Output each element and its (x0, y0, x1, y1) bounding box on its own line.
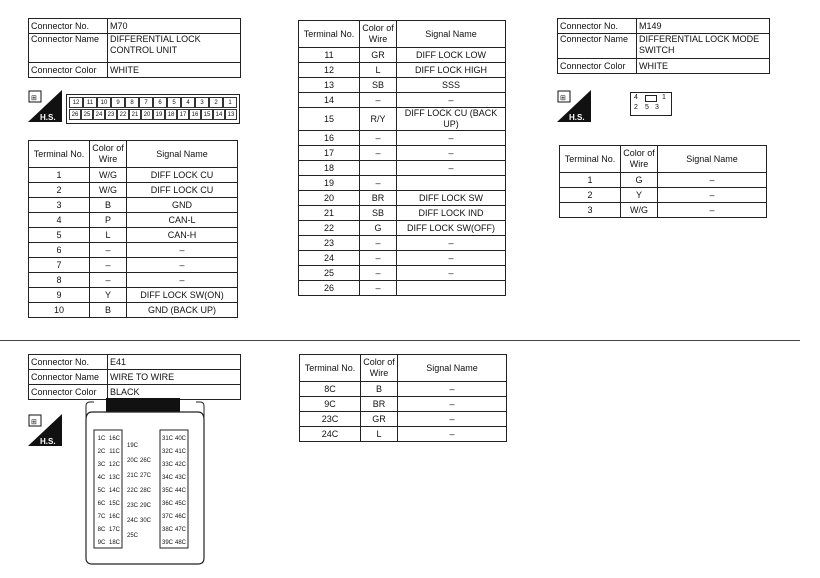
wire-color-cell: – (90, 243, 127, 258)
pin: 16 (189, 109, 201, 120)
pin: 27C (139, 472, 151, 479)
hs-label: H.S. (569, 113, 585, 122)
pin-row (161, 458, 187, 471)
table-row (299, 161, 506, 176)
m149-connector-name: DIFFERENTIAL LOCK MODE SWITCH (637, 34, 770, 59)
wire-color-cell: R/Y (360, 108, 397, 131)
m149-connector-face (630, 92, 672, 116)
terminal-cell: 12 (299, 63, 360, 78)
pin: 37C (161, 513, 173, 520)
signal-name-cell: – (127, 273, 238, 288)
signal-name-cell: GND (127, 198, 238, 213)
harness-side-icon (28, 414, 62, 446)
signal-name-cell: – (127, 258, 238, 273)
terminal-cell: 9C (300, 397, 361, 412)
signal-name-cell (397, 176, 506, 191)
table-row (300, 427, 507, 442)
pin: 20 (141, 109, 153, 120)
signal-name-cell: SSS (397, 78, 506, 93)
pin: 33C (161, 461, 173, 468)
terminal-cell: 26 (299, 281, 360, 296)
m149-connector-info (557, 18, 770, 74)
terminal-cell: 3 (560, 203, 621, 218)
wire-color-cell: W/G (90, 168, 127, 183)
header-color: Color of Wire (621, 146, 658, 173)
pin: 36C (161, 500, 173, 507)
hs-label: H.S. (40, 437, 56, 446)
signal-name-cell: DIFF LOCK CU (BACK UP) (397, 108, 506, 131)
terminal-cell: 17 (299, 146, 360, 161)
pin: 14 (213, 109, 225, 120)
terminal-cell: 5 (29, 228, 90, 243)
terminal-cell: 20 (299, 191, 360, 206)
wire-color-cell: W/G (621, 203, 658, 218)
pin-row (126, 453, 152, 468)
pin: 29C (139, 502, 151, 509)
terminal-cell: 14 (299, 93, 360, 108)
table-row (560, 188, 767, 203)
table-row (299, 221, 506, 236)
pin: 44C (174, 487, 186, 494)
terminal-cell: 22 (299, 221, 360, 236)
table-row (300, 412, 507, 427)
label-connector-no: Connector No. (29, 19, 108, 34)
signal-name-cell: – (398, 412, 507, 427)
table-row (300, 397, 507, 412)
pin: 1 (662, 94, 666, 101)
pin: 22 (117, 109, 129, 120)
pin-row (126, 483, 152, 498)
pin: 25C (126, 532, 138, 539)
label-connector-name: Connector Name (29, 370, 108, 385)
latch-icon (645, 95, 657, 102)
terminal-cell: 11 (299, 48, 360, 63)
pin: 45C (174, 500, 186, 507)
pin: 43C (174, 474, 186, 481)
pin-row (161, 536, 187, 549)
pin-row (95, 523, 121, 536)
signal-name-cell: – (397, 146, 506, 161)
signal-name-cell: DIFF LOCK CU (127, 183, 238, 198)
pin: 28C (139, 487, 151, 494)
pin: 16C (108, 435, 120, 442)
wire-color-cell: – (90, 258, 127, 273)
header-color: Color of Wire (360, 21, 397, 48)
signal-name-cell: – (658, 173, 767, 188)
pin-row (126, 468, 152, 483)
m70-terminal-table (28, 140, 238, 318)
pin: 21 (129, 109, 141, 120)
wire-color-cell: – (360, 251, 397, 266)
table-row (29, 183, 238, 198)
terminal-cell: 1 (560, 173, 621, 188)
pin: 3C (97, 461, 106, 468)
terminal-cell: 9 (29, 288, 90, 303)
e41-connector-no: E41 (108, 355, 241, 370)
header-color: Color of Wire (361, 355, 398, 382)
pin: 18C (108, 539, 120, 546)
signal-name-cell: DIFF LOCK SW(ON) (127, 288, 238, 303)
pin: 24 (93, 109, 105, 120)
pin: 3 (195, 97, 209, 108)
pin-row (95, 536, 121, 549)
table-row (29, 243, 238, 258)
terminal-cell: 2 (560, 188, 621, 203)
wire-color-cell (360, 161, 397, 176)
terminal-cell: 13 (299, 78, 360, 93)
pin: 31C (161, 435, 173, 442)
pin: 23C (126, 502, 138, 509)
pin-row (161, 471, 187, 484)
wire-color-cell: Y (621, 188, 658, 203)
signal-name-cell: DIFF LOCK HIGH (397, 63, 506, 78)
pin: 8C (97, 526, 106, 533)
pin: 41C (174, 448, 186, 455)
e41-connector-name: WIRE TO WIRE (108, 370, 241, 385)
signal-name-cell: – (397, 251, 506, 266)
pin: 34C (161, 474, 173, 481)
table-row (299, 266, 506, 281)
pin: 11C (109, 448, 120, 455)
pin: 9 (111, 97, 125, 108)
wire-color-cell: B (361, 382, 398, 397)
wire-color-cell: BR (360, 191, 397, 206)
table-row (299, 281, 506, 296)
terminal-cell: 8 (29, 273, 90, 288)
pin-row (126, 513, 152, 528)
header-terminal: Terminal No. (300, 355, 361, 382)
label-connector-name: Connector Name (558, 34, 637, 59)
label-connector-no: Connector No. (558, 19, 637, 34)
e41-connector-face (84, 398, 206, 566)
wire-color-cell: P (90, 213, 127, 228)
pin: 39C (161, 539, 173, 546)
pin: 47C (174, 526, 186, 533)
wire-color-cell: – (360, 236, 397, 251)
pin: 35C (161, 487, 173, 494)
terminal-cell: 18 (299, 161, 360, 176)
pin: 18 (165, 109, 177, 120)
pin: 26 (69, 109, 81, 120)
wire-color-cell: SB (360, 78, 397, 93)
signal-name-cell: – (397, 266, 506, 281)
signal-name-cell: – (397, 93, 506, 108)
pin-row (126, 498, 152, 513)
table-row (299, 206, 506, 221)
pin-row (161, 510, 187, 523)
pin: 15 (201, 109, 213, 120)
table-row (560, 203, 767, 218)
terminal-cell: 24 (299, 251, 360, 266)
table-row (29, 288, 238, 303)
table-row (299, 108, 506, 131)
pin: 8 (125, 97, 139, 108)
pin-row (95, 445, 121, 458)
table-row (29, 258, 238, 273)
signal-name-cell (397, 281, 506, 296)
pin: 11 (83, 97, 97, 108)
pin: 17C (108, 526, 120, 533)
label-connector-name: Connector Name (29, 34, 108, 63)
svg-text:⊞: ⊞ (31, 95, 37, 102)
table-row (29, 273, 238, 288)
pin: 4 (181, 97, 195, 108)
header-color: Color of Wire (90, 141, 127, 168)
pin: 1 (223, 97, 237, 108)
m70-connector-face (66, 94, 240, 124)
terminal-cell: 10 (29, 303, 90, 318)
wire-color-cell: SB (360, 206, 397, 221)
pin: 2C (97, 448, 106, 455)
wire-color-cell: G (360, 221, 397, 236)
pin: 9C (97, 539, 106, 546)
pin: 12C (108, 461, 120, 468)
signal-name-cell: DIFF LOCK IND (397, 206, 506, 221)
pin: 13 (225, 109, 237, 120)
terminal-cell: 15 (299, 108, 360, 131)
terminal-cell: 19 (299, 176, 360, 191)
wire-color-cell: B (90, 198, 127, 213)
wire-color-cell: B (90, 303, 127, 318)
header-terminal: Terminal No. (299, 21, 360, 48)
pin: 4C (97, 474, 106, 481)
m70-connector-no: M70 (108, 19, 241, 34)
m149-connector-no: M149 (637, 19, 770, 34)
pin-row (161, 497, 187, 510)
header-signal: Signal Name (658, 146, 767, 173)
label-connector-color: Connector Color (558, 59, 637, 74)
m149-terminal-table (559, 145, 767, 218)
wire-color-cell: – (90, 273, 127, 288)
terminal-cell: 1 (29, 168, 90, 183)
table-row (299, 48, 506, 63)
wire-color-cell: L (361, 427, 398, 442)
signal-name-cell: – (398, 397, 507, 412)
pin: 6C (97, 500, 106, 507)
pin-row (161, 432, 187, 445)
pin-row (95, 458, 121, 471)
wire-color-cell: L (360, 63, 397, 78)
wire-color-cell: Y (90, 288, 127, 303)
pin: 48C (174, 539, 186, 546)
pin-row (95, 497, 121, 510)
header-terminal: Terminal No. (29, 141, 90, 168)
signal-name-cell: DIFF LOCK LOW (397, 48, 506, 63)
wire-color-cell: – (360, 93, 397, 108)
terminal-cell: 3 (29, 198, 90, 213)
table-row (29, 303, 238, 318)
wire-color-cell: – (360, 266, 397, 281)
pin-row (95, 432, 121, 445)
table-row (299, 191, 506, 206)
wire-color-cell: – (360, 176, 397, 191)
pin-row (126, 438, 152, 453)
pin: 24C (126, 517, 138, 524)
pin: 26C (139, 457, 151, 464)
header-signal: Signal Name (398, 355, 507, 382)
pin: 16C (108, 513, 120, 520)
pin: 19 (153, 109, 165, 120)
svg-text:⊞: ⊞ (560, 95, 566, 102)
harness-side-icon (557, 90, 591, 122)
m70-connector-color: WHITE (108, 63, 241, 78)
terminal-cell: 2 (29, 183, 90, 198)
wire-color-cell: GR (360, 48, 397, 63)
e41-connector-info (28, 354, 241, 400)
pin: 5 (167, 97, 181, 108)
pin: 3 (655, 104, 659, 111)
pin: 4 (634, 94, 638, 101)
table-row (299, 63, 506, 78)
table-row (299, 251, 506, 266)
wire-color-cell: W/G (90, 183, 127, 198)
pin: 1C (97, 435, 106, 442)
svg-text:⊞: ⊞ (31, 419, 37, 426)
hs-label: H.S. (40, 113, 56, 122)
pin: 32C (161, 448, 173, 455)
m70-connector-name: DIFFERENTIAL LOCK CONTROL UNIT (108, 34, 241, 63)
signal-name-cell: DIFF LOCK SW(OFF) (397, 221, 506, 236)
table-row (299, 236, 506, 251)
header-signal: Signal Name (397, 21, 506, 48)
pin: 23 (105, 109, 117, 120)
pin-row (126, 528, 152, 543)
signal-name-cell: – (658, 203, 767, 218)
signal-name-cell: GND (BACK UP) (127, 303, 238, 318)
m149-connector-color: WHITE (637, 59, 770, 74)
pin: 25 (81, 109, 93, 120)
signal-name-cell: DIFF LOCK SW (397, 191, 506, 206)
label-connector-color: Connector Color (29, 385, 108, 400)
signal-name-cell: DIFF LOCK CU (127, 168, 238, 183)
pin: 40C (174, 435, 186, 442)
wire-color-cell: – (360, 146, 397, 161)
pin: 42C (174, 461, 186, 468)
wire-color-cell: G (621, 173, 658, 188)
signal-name-cell: CAN-L (127, 213, 238, 228)
table-row (29, 198, 238, 213)
m70-terminal-table-continued (298, 20, 506, 296)
header-signal: Signal Name (127, 141, 238, 168)
pin: 21C (126, 472, 138, 479)
terminal-cell: 6 (29, 243, 90, 258)
table-row (560, 173, 767, 188)
pin-row (161, 523, 187, 536)
signal-name-cell: CAN-H (127, 228, 238, 243)
pin-row (95, 484, 121, 497)
signal-name-cell: – (397, 161, 506, 176)
terminal-cell: 23C (300, 412, 361, 427)
pin: 14C (108, 487, 120, 494)
pin: 5C (97, 487, 106, 494)
label-connector-no: Connector No. (29, 355, 108, 370)
wire-color-cell: L (90, 228, 127, 243)
pin-row (161, 484, 187, 497)
terminal-cell: 21 (299, 206, 360, 221)
terminal-cell: 16 (299, 131, 360, 146)
pin: 20C (126, 457, 138, 464)
section-divider (0, 340, 800, 341)
table-row (299, 78, 506, 93)
pin: 7 (139, 97, 153, 108)
table-row (29, 228, 238, 243)
table-row (299, 176, 506, 191)
pin: 17 (177, 109, 189, 120)
pin: 38C (161, 526, 173, 533)
pin: 2 (634, 104, 638, 111)
pin: 12 (69, 97, 83, 108)
table-row (29, 213, 238, 228)
table-row (299, 131, 506, 146)
wire-color-cell: GR (361, 412, 398, 427)
terminal-cell: 24C (300, 427, 361, 442)
pin: 22C (126, 487, 138, 494)
terminal-cell: 8C (300, 382, 361, 397)
pin: 7C (97, 513, 106, 520)
pin: 10 (97, 97, 111, 108)
pin: 13C (108, 474, 120, 481)
pin: 19C (126, 442, 138, 449)
pin-row (95, 510, 121, 523)
pin: 30C (139, 517, 151, 524)
wire-color-cell: – (360, 281, 397, 296)
wire-color-cell: – (360, 131, 397, 146)
table-row (299, 93, 506, 108)
signal-name-cell: – (398, 382, 507, 397)
pin-row (95, 471, 121, 484)
signal-name-cell: – (398, 427, 507, 442)
signal-name-cell: – (658, 188, 767, 203)
e41-terminal-table (299, 354, 507, 442)
terminal-cell: 7 (29, 258, 90, 273)
pin: 5 (645, 104, 649, 111)
e41-connector-color: BLACK (108, 385, 241, 400)
header-terminal: Terminal No. (560, 146, 621, 173)
table-row (299, 146, 506, 161)
table-row (29, 168, 238, 183)
harness-side-icon (28, 90, 62, 122)
table-row (300, 382, 507, 397)
wire-color-cell: BR (361, 397, 398, 412)
terminal-cell: 25 (299, 266, 360, 281)
terminal-cell: 23 (299, 236, 360, 251)
signal-name-cell: – (397, 131, 506, 146)
pin: 15C (108, 500, 120, 507)
pin-row (161, 445, 187, 458)
pin: 46C (174, 513, 186, 520)
terminal-cell: 4 (29, 213, 90, 228)
pin: 2 (209, 97, 223, 108)
signal-name-cell: – (397, 236, 506, 251)
m70-connector-info (28, 18, 241, 78)
signal-name-cell: – (127, 243, 238, 258)
label-connector-color: Connector Color (29, 63, 108, 78)
pin: 6 (153, 97, 167, 108)
